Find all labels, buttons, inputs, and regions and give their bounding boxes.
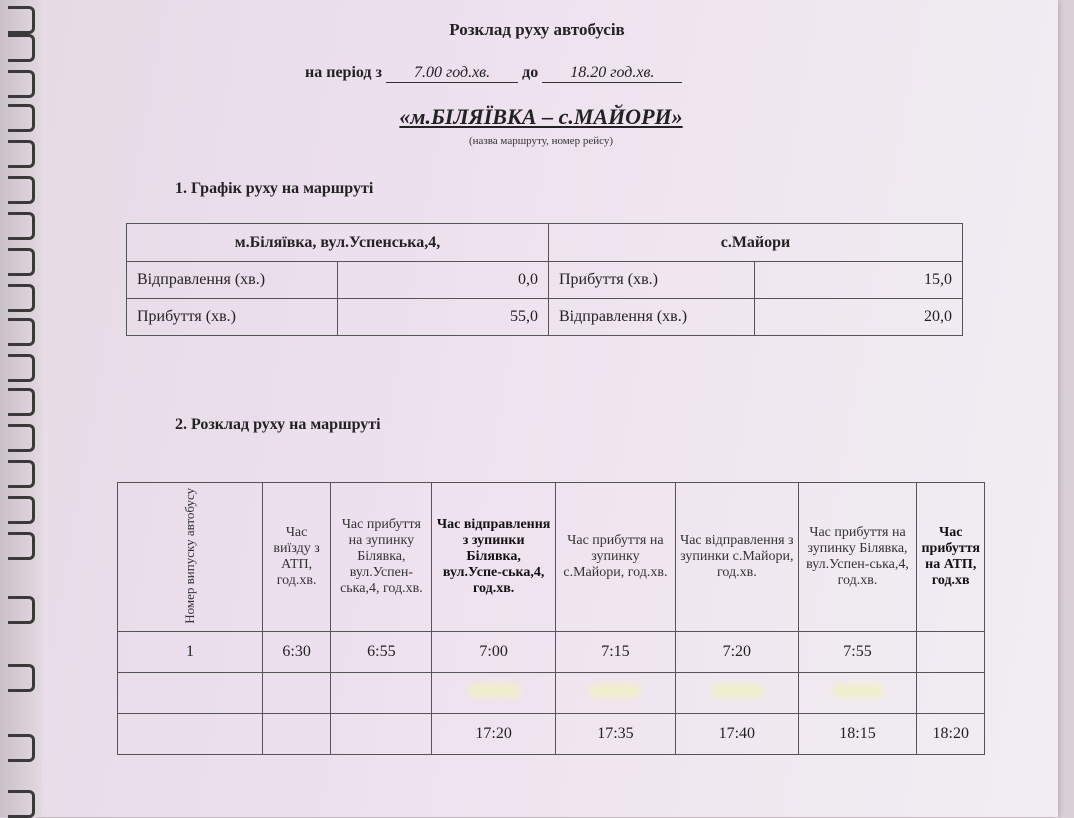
cell-value: 0,0 [338, 262, 549, 299]
column-header: Час прибуття на зупинку Білявка, вул.Успен-ська,4, год.хв. [331, 483, 432, 632]
table-row-obscured [118, 673, 985, 714]
smudge-mark [468, 684, 520, 698]
cell-label: Прибуття (хв.) [127, 299, 338, 336]
table-cell: 17:35 [555, 714, 675, 755]
binding-ring [8, 664, 35, 692]
route-note: (назва маршруту, номер рейсу) [468, 135, 614, 147]
table-cell [118, 714, 263, 755]
table-cell: 17:20 [432, 714, 555, 755]
smudge-mark [589, 684, 641, 698]
table-cell: 7:20 [676, 632, 798, 673]
smudge-mark [711, 684, 763, 698]
table-cell [118, 673, 263, 714]
table-cell [917, 673, 985, 714]
binding-ring [8, 496, 35, 524]
document-title: Розклад руху автобусів [449, 20, 625, 39]
column-header: Час відправлення з зупинки с.Майори, год.хв. [676, 483, 798, 632]
period-from: 7.00 год.хв. [386, 64, 518, 83]
cell-value: 15,0 [755, 262, 963, 299]
column-header: Час прибуття на зупинку с.Майори, год.хв. [555, 483, 675, 632]
smudge-mark [832, 684, 884, 698]
binding-ring [8, 388, 35, 416]
route-name: «м.БІЛЯЇВКА – с.МАЙОРИ» [399, 104, 683, 129]
cell-value: 20,0 [755, 299, 963, 336]
binding-ring [8, 532, 35, 560]
period-prefix: на період з [305, 64, 382, 81]
table-cell [798, 673, 917, 714]
cell-value: 55,0 [338, 299, 549, 336]
period-mid: до [522, 64, 539, 81]
route-timetable [117, 482, 985, 755]
binding-ring [8, 596, 35, 624]
table-cell [262, 673, 330, 714]
table-cell: 6:30 [262, 632, 330, 673]
binding-ring [8, 424, 35, 452]
table-cell [331, 673, 432, 714]
table-cell [676, 673, 798, 714]
binding-ring [8, 70, 35, 98]
table-header-row [118, 483, 985, 632]
left-stop-header: м.Біляївка, вул.Успенська,4, [127, 224, 549, 262]
table-cell: 18:15 [798, 714, 917, 755]
binding-ring [8, 354, 35, 382]
binding-ring [8, 212, 35, 240]
route-schedule-graph-table [126, 223, 963, 336]
table-cell: 6:55 [331, 632, 432, 673]
section1-heading: 1. Графік руху на маршруті [175, 180, 374, 197]
binding-ring [8, 318, 35, 346]
column-header [118, 483, 263, 632]
cell-label: Прибуття (хв.) [549, 262, 755, 299]
table-cell: 18:20 [917, 714, 985, 755]
column-header: Час відправлення з зупинки Білявка, вул.Успе-ська,4, год.хв. [432, 483, 555, 632]
table-cell [555, 673, 675, 714]
section2-heading: 2. Розклад руху на маршруті [175, 416, 381, 433]
table-row [118, 632, 985, 673]
cell-label: Відправлення (хв.) [549, 299, 755, 336]
table-cell [432, 673, 555, 714]
binding-ring [8, 790, 35, 818]
period-to: 18.20 год.хв. [542, 64, 682, 83]
binding-ring [8, 734, 35, 762]
table-cell: 17:40 [676, 714, 798, 755]
table-row [127, 262, 963, 299]
column-header: Час виїзду з АТП, год.хв. [262, 483, 330, 632]
binding-ring [8, 284, 35, 312]
table-cell: 7:15 [555, 632, 675, 673]
binding-ring [8, 176, 35, 204]
table-cell: 7:00 [432, 632, 555, 673]
table-row [127, 299, 963, 336]
period-line [305, 64, 682, 83]
table-cell [331, 714, 432, 755]
table-cell [917, 632, 985, 673]
binding-ring [8, 248, 35, 276]
column-header: Час прибуття на АТП, год.хв [917, 483, 985, 632]
table-cell: 1 [118, 632, 263, 673]
table-row [118, 714, 985, 755]
column-header: Час прибуття на зупинку Білявка, вул.Успен-ська,4, год.хв. [798, 483, 917, 632]
binding-ring [8, 460, 35, 488]
column-header-label: Номер випуску автобусу [182, 488, 198, 625]
right-stop-header: с.Майори [549, 224, 963, 262]
cell-label: Відправлення (хв.) [127, 262, 338, 299]
table-cell: 7:55 [798, 632, 917, 673]
table-cell [262, 714, 330, 755]
